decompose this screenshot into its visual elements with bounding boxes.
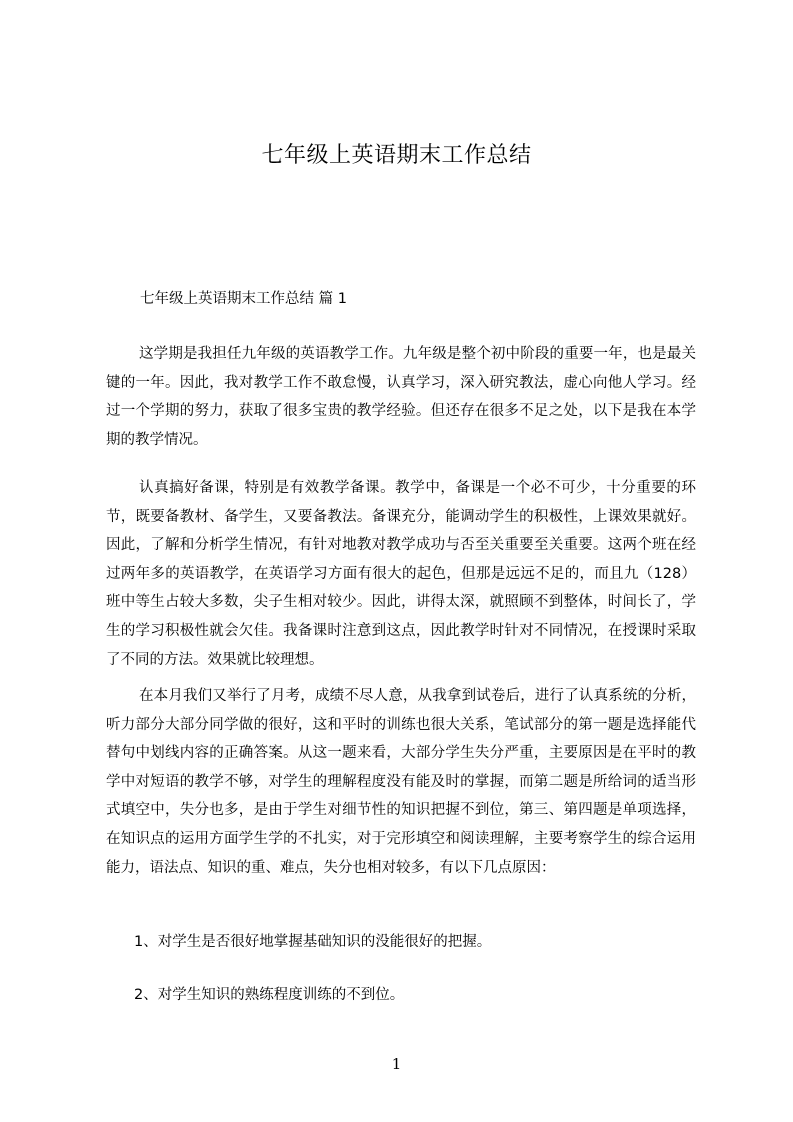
section-heading: 七年级上英语期末工作总结 篇 1 bbox=[140, 291, 347, 307]
page-number: 1 bbox=[391, 1055, 402, 1073]
list-item: 1、对学生是否很好地掌握基础知识的没能很好的把握。 bbox=[134, 934, 492, 950]
paragraph-lesson-preparation: 认真搞好备课，特别是有效教学备课。教学中，备课是一个必不可少，十分重要的环节，既要备教材、备学生，又要备教法。备课充分，能调动学生的积极性，上课效果就好。因此，了解和分析学生情况，有针对地教对教学成功与否至关重要至关重要。这两个班在经过两年多的英语教学，在英语学习方面有很大的起色，但那是远远不足的，而且九（128）班中等生占较大多数，尖子生相对较少。因此，讲得太深，就照顾不到整体，时间长了，学生的学习积极性就会欠佳。我备课时注意到这点，因此教学时针对不同情况，在授课时采取了不同的方法。效果就比较理想。 bbox=[106, 480, 696, 668]
paragraph-monthly-exam-analysis: 在本月我们又举行了月考，成绩不尽人意，从我拿到试卷后，进行了认真系统的分析，听力部分大部分同学做的很好，这和平时的训练也很大关系，笔试部分的第一题是选择能代替句中划线内容的正确答案。从这一题来看，大部分学生失分严重，主要原因是在平时的教学中对短语的教学不够，对学生的理解程度没有能及时的掌握，而第二题是所给词的适当形式填空中，失分也多，是由于学生对细节性的知识把握不到位，第三、第四题是单项选择，在知识点的运用方面学生学的不扎实，对于完形填空和阅读理解，主要考察学生的综合运用能力，语法点、知识的重、难点，失分也相对较多，有以下几点原因： bbox=[106, 688, 696, 876]
list-item: 2、对学生知识的熟练程度训练的不到位。 bbox=[134, 987, 405, 1003]
document-title: 七年级上英语期末工作总结 bbox=[261, 143, 532, 168]
paragraph-intro: 这学期是我担任九年级的英语教学工作。九年级是整个初中阶段的重要一年，也是最关键的一年。因此，我对教学工作不敢怠慢，认真学习，深入研究教法，虚心向他人学习。经过一个学期的努力，获取了很多宝贵的教学经验。但还存在很多不足之处，以下是我在本学期的教学情况。 bbox=[106, 346, 696, 448]
